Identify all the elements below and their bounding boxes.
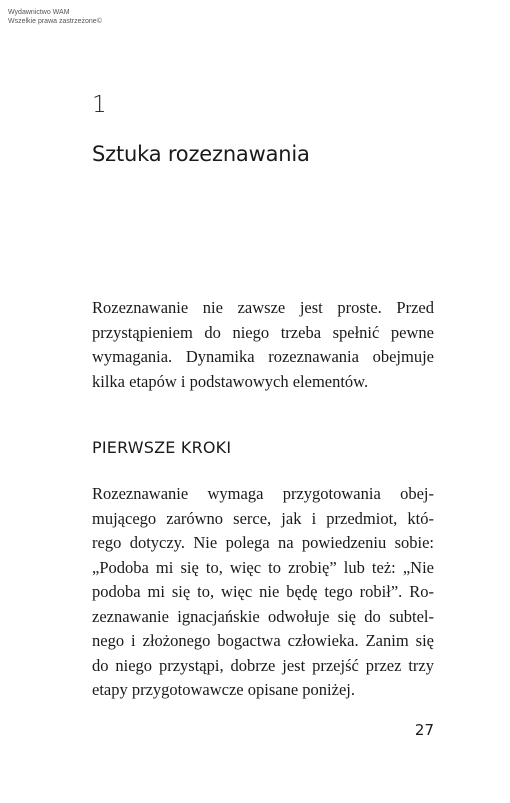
text-line: etapy przygotowawcze opisane poniżej. — [92, 680, 355, 699]
text-line: mującego zarówno serce, jak i przedmiot, któ- — [92, 508, 434, 528]
text-line: podoba mi się to, więc nie będę tego robił”. Ro- — [92, 582, 434, 601]
section-heading: PIERWSZE KROKI — [92, 438, 232, 457]
text-line: nego i złożonego bogactwa człowieka. Zanim się — [92, 631, 434, 650]
rights-notice: Wszelkie prawa zastrzeżone© — [8, 18, 102, 25]
page-number: 27 — [414, 721, 434, 739]
intro-paragraph — [92, 296, 434, 394]
body-paragraph — [92, 482, 434, 703]
text-line: zeznawanie ignacjańskie odwołuje się do subtel- — [92, 606, 434, 626]
text-line: rego dotyczy. Nie polega na powiedzeniu sobie: — [92, 533, 434, 552]
watermark-header — [8, 8, 102, 26]
text-line: kilka etapów i podstawowych elementów. — [92, 371, 369, 391]
text-line: „Podoba mi się to, więc to zrobię” lub też: „Nie — [92, 557, 434, 577]
chapter-number: 1 — [92, 92, 107, 118]
publisher-name: Wydawnictwo WAM — [8, 9, 70, 16]
text-line: do niego przystąpi, dobrze jest przejść przez trzy — [92, 655, 434, 675]
chapter-title: Sztuka rozeznawania — [92, 142, 310, 166]
text-line: Rozeznawanie nie zawsze jest proste. Przed — [92, 298, 434, 317]
text-line: przystąpieniem do niego trzeba spełnić pewne — [92, 322, 434, 342]
text-line: wymagania. Dynamika rozeznawania obejmuje — [92, 347, 434, 366]
text-line: Rozeznawanie wymaga przygotowania obej- — [92, 484, 434, 503]
